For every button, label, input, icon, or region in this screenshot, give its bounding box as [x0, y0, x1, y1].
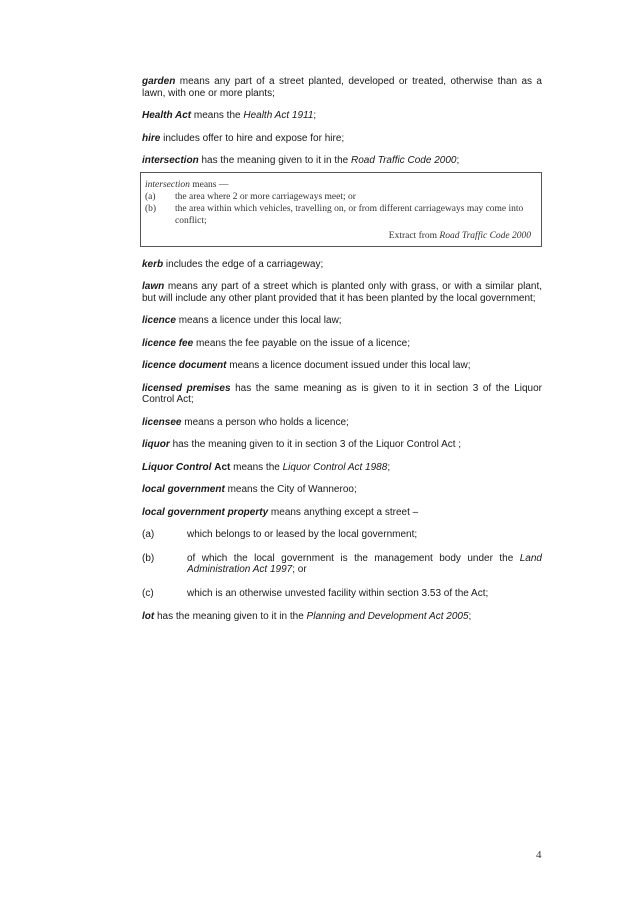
box-heading-text: means —: [192, 179, 229, 190]
term: intersection: [142, 155, 199, 166]
item-number: (a): [142, 529, 155, 540]
extract-prefix: Extract from: [388, 230, 438, 241]
act-title: Liquor Control Act 1988: [282, 461, 388, 473]
definition-text-end: ;: [468, 611, 472, 622]
page-number: 4: [536, 849, 542, 861]
box-item-text: the area where 2 or more carriageways meet; or: [175, 191, 356, 202]
extract-source: Road Traffic Code 2000: [439, 230, 531, 241]
definition-local-government-property: [142, 507, 542, 519]
definition-health-act: [142, 110, 542, 122]
definition-text: means the: [233, 461, 280, 473]
item-text: [187, 553, 542, 576]
term: licensee: [142, 416, 182, 428]
definition-text: has the meaning given to it in the: [157, 611, 304, 622]
definition-text: means any part of a street planted, developed or treated, otherwise than as a lawn, with one or more plants;: [142, 76, 542, 99]
box-heading: [145, 179, 531, 191]
definition-hire: [142, 133, 542, 145]
term: licence fee: [142, 337, 194, 349]
definition-licence-fee: [142, 338, 542, 350]
act-title: Land Administration Act 1997: [187, 552, 542, 575]
property-item: [142, 553, 542, 576]
term: kerb: [142, 258, 164, 270]
term: licensed premises: [142, 382, 231, 394]
act-title: Health Act 1911: [243, 110, 314, 121]
property-item: [142, 529, 542, 541]
definition-text-end: ;: [313, 110, 317, 121]
item-text-end: ; or: [292, 564, 307, 575]
document-body: [142, 76, 542, 634]
definition-lot: [142, 611, 542, 623]
term: local government property: [142, 506, 269, 518]
term: lawn: [142, 281, 165, 292]
term: garden: [142, 76, 176, 87]
definition-text-end: ;: [456, 155, 460, 166]
definition-licence-document: [142, 360, 542, 372]
item-number: (c): [142, 587, 154, 599]
definition-liquor-control-act: [142, 462, 542, 474]
box-item: [145, 191, 531, 203]
definition-text: means the City of Wanneroo;: [227, 484, 357, 495]
definition-text-end: ;: [387, 461, 391, 473]
definition-text: means the fee payable on the issue of a licence;: [195, 337, 410, 349]
box-term: intersection: [145, 179, 190, 190]
definition-licence: [142, 315, 542, 327]
term: Liquor Control: [142, 461, 212, 473]
property-item: [142, 588, 542, 600]
definition-intersection: [142, 155, 542, 167]
term: lot: [142, 611, 155, 622]
box-extract-source: [145, 230, 531, 242]
definition-text: has the same meaning as is given to it in section 3 of the Liquor Control Act;: [142, 382, 542, 405]
definition-text: means a licence document issued under this local law;: [229, 360, 471, 371]
definition-liquor: [142, 439, 542, 451]
definition-text: has the meaning given to it in the: [201, 155, 349, 166]
code-title: Road Traffic Code 2000: [351, 155, 457, 166]
definition-text: includes offer to hire and expose for hire;: [163, 132, 345, 144]
definition-licensed-premises: [142, 383, 542, 406]
definition-text: has the meaning given to it in section 3 of the Liquor Control Act ;: [172, 439, 462, 450]
definition-text: includes the edge of a carriageway;: [165, 258, 324, 270]
box-item-number: (a): [145, 191, 156, 202]
term-suffix: Act: [214, 461, 231, 473]
item-text: which belongs to or leased by the local government;: [187, 529, 418, 540]
box-item: [145, 203, 531, 227]
definition-local-government: [142, 484, 542, 496]
act-title: Planning and Development Act 2005: [306, 611, 469, 622]
definition-text: means a licence under this local law;: [178, 315, 342, 326]
term: licence: [142, 315, 176, 326]
box-item-number: (b): [145, 203, 157, 214]
definition-licensee: [142, 417, 542, 429]
definition-garden: [142, 76, 542, 99]
intersection-extract-box: [140, 172, 542, 247]
definition-text: means any part of a street which is planted only with grass, or with a similar plant, but will include any other plant provided that it has been planted by the local government;: [142, 281, 542, 304]
term: local government: [142, 484, 225, 495]
definition-text: means the: [193, 110, 241, 121]
term: liquor: [142, 439, 170, 450]
term: hire: [142, 132, 161, 144]
item-text-start: of which the local government is the management body under the: [187, 552, 514, 564]
item-number: (b): [142, 552, 155, 564]
definition-lawn: [142, 281, 542, 304]
term: licence document: [142, 360, 227, 371]
box-item-text: the area within which vehicles, travelling on, or from different carriageways may come into conflict;: [175, 203, 524, 226]
term: Health Act: [142, 110, 192, 121]
definition-text: means a person who holds a licence;: [184, 416, 349, 428]
definition-kerb: [142, 259, 542, 271]
definition-text: means anything except a street –: [270, 506, 419, 518]
item-text: which is an otherwise unvested facility within section 3.53 of the Act;: [187, 587, 489, 599]
